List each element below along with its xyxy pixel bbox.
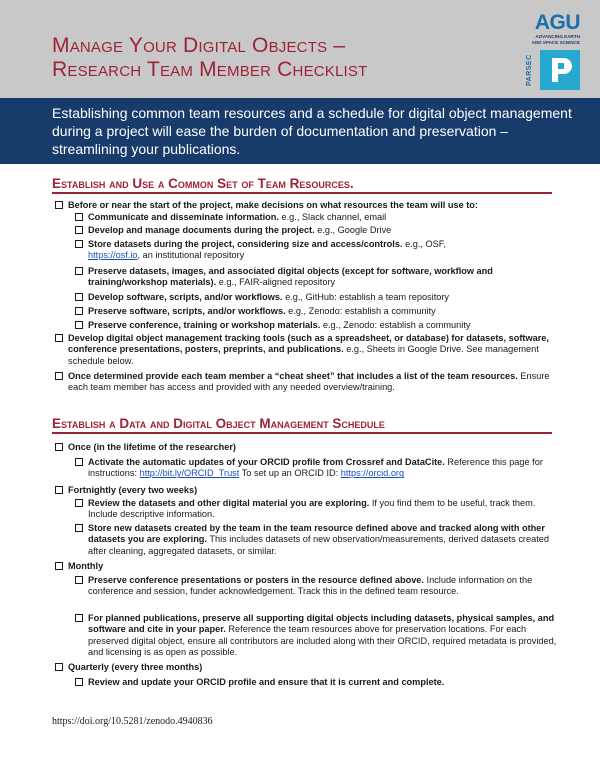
checklist-item: Before or near the start of the project, make decisions on what resources the team will use to: xyxy=(68,200,558,211)
checkbox[interactable] xyxy=(75,293,83,301)
checkbox[interactable] xyxy=(55,334,63,342)
checkbox[interactable] xyxy=(75,458,83,466)
section1-rule xyxy=(52,192,552,194)
checklist-item: Monthly xyxy=(68,561,558,572)
parsec-label: PARSEC xyxy=(526,54,533,86)
intro-banner xyxy=(0,98,600,164)
checklist-item: Store datasets during the project, considering size and access/controls. e.g., OSF, https://osf.io, an institutional repository xyxy=(88,239,558,262)
checklist-item: Communicate and disseminate information. e.g., Slack channel, email xyxy=(88,212,558,223)
checkbox[interactable] xyxy=(75,307,83,315)
checklist-item: Develop digital object management tracking tools (such as a spreadsheet, or database) for datasets, software, conference presentations, posters, preprints, and publications. e.g., Sheets in Google Drive. See management schedule below. xyxy=(68,333,558,367)
checklist-item: Review and update your ORCID profile and ensure that it is current and complete. xyxy=(88,677,558,688)
header xyxy=(0,0,600,98)
checklist-item: Preserve software, scripts, and/or workflows. e.g., Zenodo: establish a community xyxy=(88,306,558,317)
checklist-item: Review the datasets and other digital material you are exploring. If you find them to be useful, track them. Include descriptive information. xyxy=(88,498,558,521)
checklist-item: Activate the automatic updates of your ORCID profile from Crossref and DataCite. Reference this page for instructions: http://bit.ly/ORCID_Trust To set up an ORCID ID: https://orcid.org xyxy=(88,457,558,480)
checkbox[interactable] xyxy=(55,486,63,494)
checkbox[interactable] xyxy=(75,226,83,234)
osf-link[interactable]: https://osf.io xyxy=(88,250,138,261)
checklist-item: Quarterly (every three months) xyxy=(68,662,558,673)
checkbox[interactable] xyxy=(55,443,63,451)
checklist-item: For planned publications, preserve all supporting digital objects including datasets, physical samples, and software and cite in your paper. Reference the team resources above for preservation locations. For each preserved digital object, ensure all contributors are included along with their ORCID, required metadata is provided, and licensing is as open as possible. xyxy=(88,613,558,659)
agu-subtext-1: ADVANCING EARTH xyxy=(535,34,580,39)
parsec-logo-icon xyxy=(540,50,580,90)
checkbox[interactable] xyxy=(75,524,83,532)
checklist-item: Once (in the lifetime of the researcher) xyxy=(68,442,558,453)
checklist-item: Develop software, scripts, and/or workflows. e.g., GitHub: establish a team repository xyxy=(88,292,558,303)
checkbox[interactable] xyxy=(75,240,83,248)
checklist-item: Preserve conference presentations or posters in the resource defined above. Include information on the conference and session, funder acknowledgement. Track this in the defined team resource. xyxy=(88,575,558,598)
section2-rule xyxy=(52,432,552,434)
checkbox[interactable] xyxy=(75,267,83,275)
agu-logo-text: AGU xyxy=(534,11,580,34)
title-line-1: Manage Your Digital Objects – xyxy=(52,34,346,57)
title-line-2: Research Team Member Checklist xyxy=(52,58,368,81)
agu-logo xyxy=(516,12,580,92)
checkbox[interactable] xyxy=(55,372,63,380)
section1-heading: Establish and Use a Common Set of Team Resources. xyxy=(52,176,354,191)
intro-text: Establishing common team resources and a schedule for digital object management during a project will ease the burden of documentation and preservation – streamlining your publications. xyxy=(52,105,572,157)
checklist-item: Preserve conference, training or workshop materials. e.g., Zenodo: establish a community xyxy=(88,320,558,331)
checkbox[interactable] xyxy=(75,576,83,584)
checkbox[interactable] xyxy=(55,201,63,209)
section2-heading: Establish a Data and Digital Object Management Schedule xyxy=(52,416,385,431)
agu-logo-subtext xyxy=(516,34,580,45)
page-title xyxy=(52,34,368,82)
checkbox[interactable] xyxy=(75,213,83,221)
orcid-trust-link[interactable]: http://bit.ly/ORCID_Trust xyxy=(139,468,240,479)
checklist-item: Store new datasets created by the team in the team resource defined above and tracked along with other datasets you are exploring. This includes datasets of new observation/measurements, derived datasets created after cleaning, aggregated datasets, or similar. xyxy=(88,523,558,557)
checkbox[interactable] xyxy=(55,663,63,671)
doi-link[interactable]: https://doi.org/10.5281/zenodo.4940836 xyxy=(52,716,213,727)
checklist-item: Preserve datasets, images, and associated digital objects (except for software, workflow and training/workshop materials). e.g., FAIR-aligned repository xyxy=(88,266,558,289)
orcid-link[interactable]: https://orcid.org xyxy=(340,468,405,479)
agu-subtext-2: AND SPACE SCIENCE xyxy=(531,39,580,45)
checklist-item: Fortnightly (every two weeks) xyxy=(68,485,558,496)
checkbox[interactable] xyxy=(75,678,83,686)
checkbox[interactable] xyxy=(75,499,83,507)
checkbox[interactable] xyxy=(75,321,83,329)
checklist-item: Develop and manage documents during the project. e.g., Google Drive xyxy=(88,225,558,236)
checklist-item: Once determined provide each team member a “cheat sheet” that includes a list of the team resources. Ensure each team member has access and provided with any needed overview/training. xyxy=(68,371,558,394)
checkbox[interactable] xyxy=(75,614,83,622)
checkbox[interactable] xyxy=(55,562,63,570)
